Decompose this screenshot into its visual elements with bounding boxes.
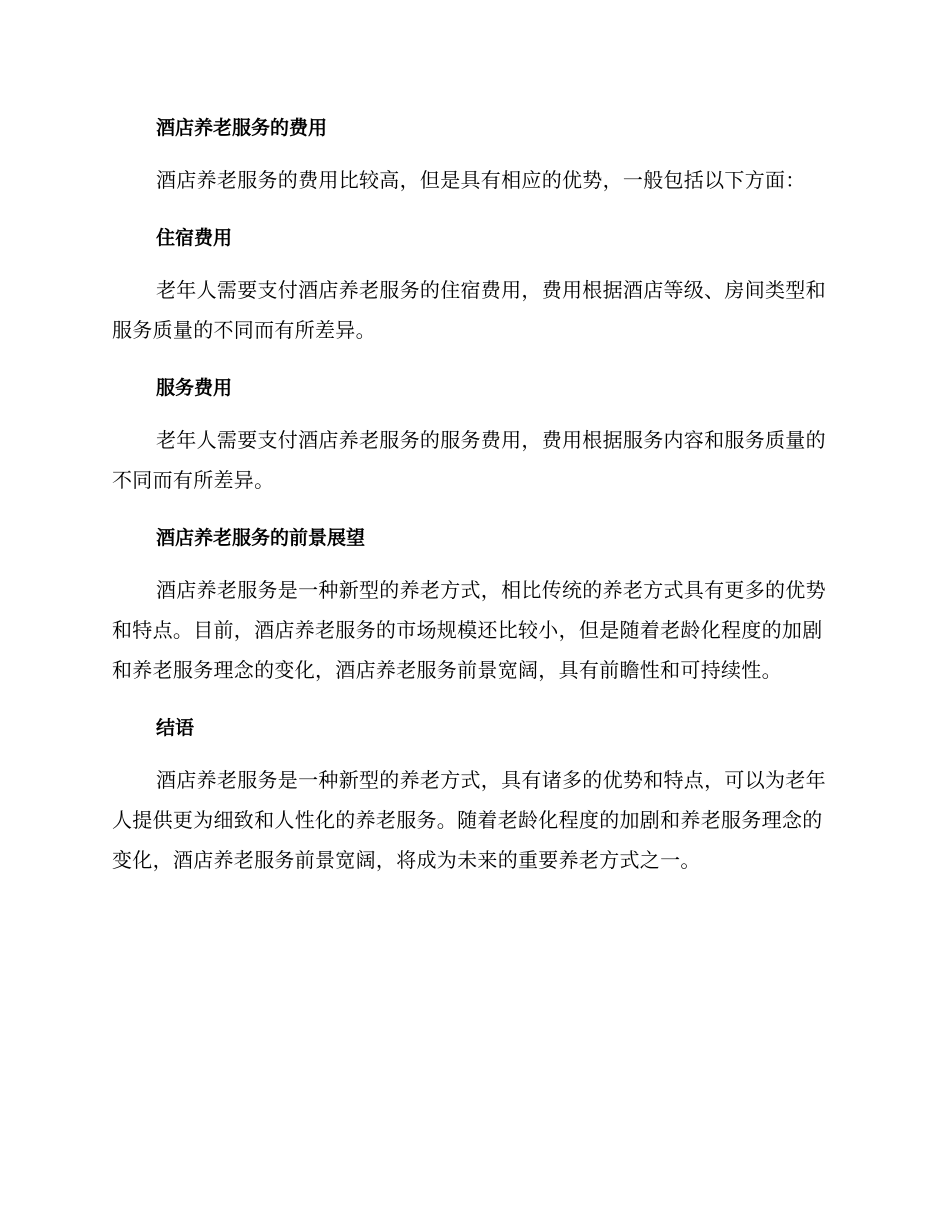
section-paragraph-outlook: 酒店养老服务是一种新型的养老方式，相比传统的养老方式具有更多的优势和特点。目前，酒店养老服务的市场规模还比较小，但是随着老龄化程度的加剧和养老服务理念的变化，酒店养老服务前景宽阔，具有前瞻性和可持续性。: [112, 578, 826, 682]
section-heading-fees: 酒店养老服务的费用: [156, 117, 328, 139]
section-heading-outlook: 酒店养老服务的前景展望: [156, 527, 366, 549]
section-paragraph-service: 老年人需要支付酒店养老服务的服务费用，费用根据服务内容和服务质量的不同而有所差异。: [112, 428, 826, 492]
section-heading-service: 服务费用: [156, 377, 233, 399]
section-paragraph-conclusion: 酒店养老服务是一种新型的养老方式，具有诸多的优势和特点，可以为老年人提供更为细致和人性化的养老服务。随着老龄化程度的加剧和养老服务理念的变化，酒店养老服务前景宽阔，将成为未来的重要养老方式之一。: [112, 768, 826, 872]
section-paragraph-fees: 酒店养老服务的费用比较高，但是具有相应的优势，一般包括以下方面：: [156, 168, 806, 192]
section-heading-conclusion: 结语: [156, 717, 195, 739]
section-heading-lodging: 住宿费用: [156, 227, 233, 249]
section-paragraph-lodging: 老年人需要支付酒店养老服务的住宿费用，费用根据酒店等级、房间类型和服务质量的不同而有所差异。: [112, 278, 826, 342]
document-body: [112, 108, 832, 880]
